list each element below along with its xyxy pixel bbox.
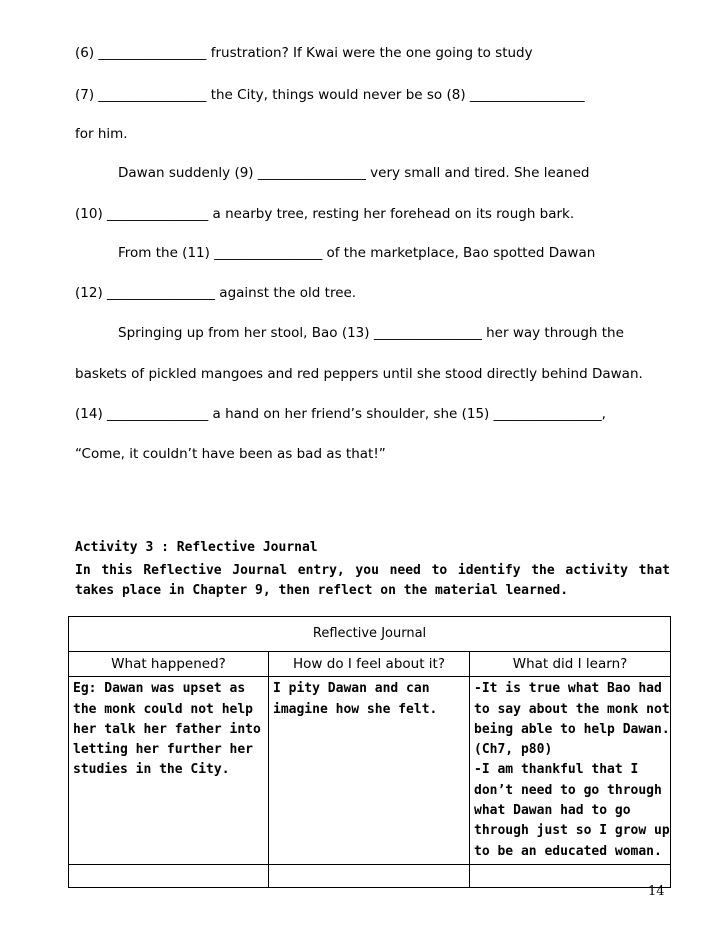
cell-what-happened: [69, 677, 269, 865]
passage-line-quote: “Come, it couldn’t have been as bad as that!”: [75, 446, 386, 462]
cell-how-do-i-feel: [269, 677, 470, 865]
page-number: 14: [648, 884, 665, 899]
passage-line-9: Dawan suddenly (9) ________________ very small and tired. She leaned: [118, 165, 590, 181]
cell-line: don’t need to go through: [474, 782, 662, 798]
passage-line-14: (14) _______________ a hand on her friend’s shoulder, she (15) ________________,: [75, 406, 606, 422]
passage-line-11: From the (11) ________________ of the marketplace, Bao spotted Dawan: [118, 245, 596, 261]
header-what-did-i-learn: What did I learn?: [470, 652, 671, 677]
cell-line: studies in the City.: [73, 762, 230, 778]
cell-line: the monk could not help: [73, 701, 254, 717]
cell-line: her talk her father into: [73, 721, 261, 737]
passage-line-for-him: for him.: [75, 126, 128, 142]
cell-line: letting her further her: [73, 742, 254, 758]
empty-cell: [269, 864, 470, 887]
passage-line-baskets: baskets of pickled mangoes and red peppers until she stood directly behind Dawan.: [75, 366, 643, 382]
passage-line-12: (12) ________________ against the old tree.: [75, 285, 357, 301]
cell-line: what Dawan had to go: [474, 803, 631, 819]
cell-what-did-i-learn: [470, 677, 671, 865]
cell-line: (Ch7, p80): [474, 742, 553, 758]
activity-instructions: In this Reflective Journal entry, you need to identify the activity that takes place in Chapter 9, then reflect on the material learned.: [75, 563, 670, 598]
header-what-happened: What happened?: [69, 652, 269, 677]
cell-line: Eg: Dawan was upset as: [73, 681, 246, 697]
cell-line: to say about the monk not: [474, 701, 670, 717]
journal-title: Reflective Journal: [69, 617, 671, 652]
cell-line: to be an educated woman.: [474, 843, 662, 859]
passage-line-13: Springing up from her stool, Bao (13) ________________ her way through the: [118, 325, 624, 341]
header-how-do-i-feel: How do I feel about it?: [269, 652, 470, 677]
cell-line: imagine how she felt.: [273, 701, 438, 717]
reflective-journal-table: [68, 616, 671, 888]
passage-line-6: (6) ________________ frustration? If Kwai were the one going to study: [75, 45, 533, 61]
cell-line: being able to help Dawan.: [474, 721, 670, 737]
passage-line-7: (7) ________________ the City, things would never be so (8) _________________: [75, 87, 585, 103]
cell-line: through just so I grow up: [474, 823, 670, 839]
cell-line: -I am thankful that I: [474, 762, 639, 778]
activity-heading: Activity 3 : Reflective Journal: [75, 540, 318, 555]
cell-line: I pity Dawan and can: [273, 681, 430, 697]
empty-cell: [69, 864, 269, 887]
cell-line: -It is true what Bao had: [474, 681, 662, 697]
empty-cell: [470, 864, 671, 887]
passage-line-10: (10) _______________ a nearby tree, resting her forehead on its rough bark.: [75, 206, 575, 222]
